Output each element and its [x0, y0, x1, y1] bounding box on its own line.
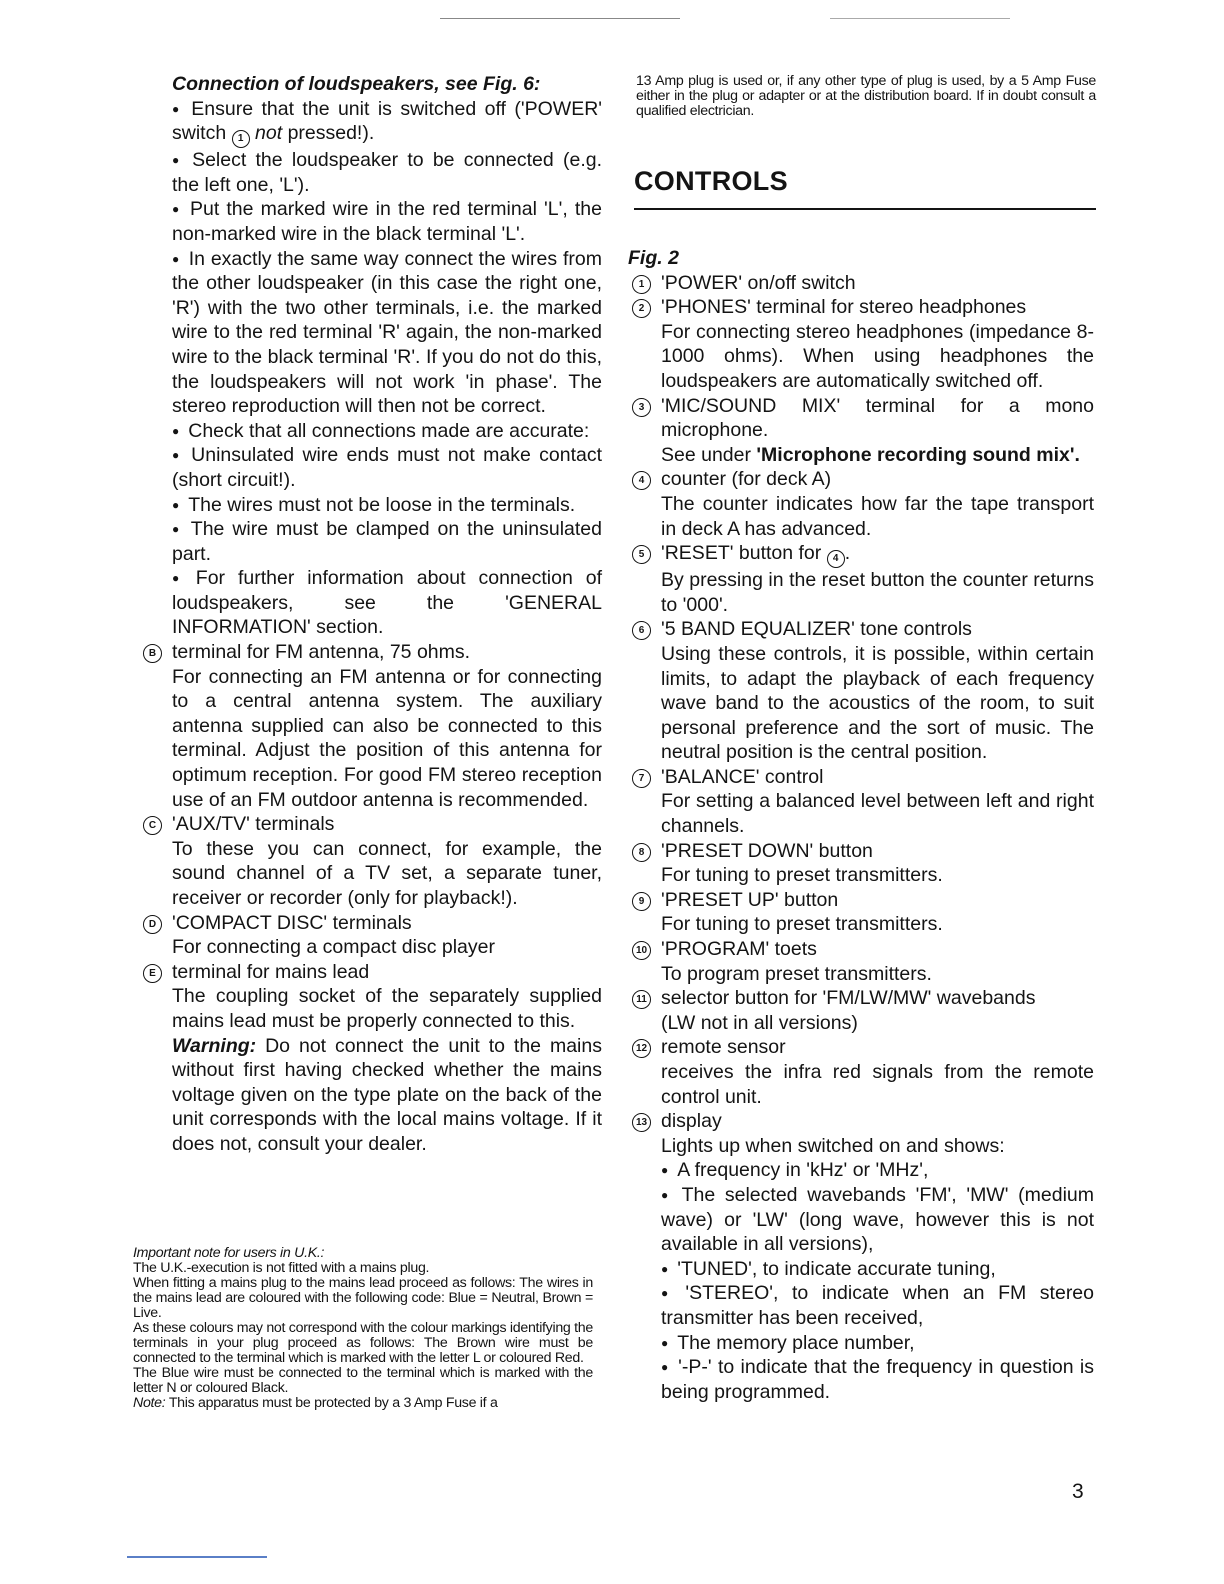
- power-switch-ref: 1: [232, 130, 250, 148]
- item-title: '5 BAND EQUALIZER' tone controls: [661, 618, 972, 641]
- uk-note-line: The Blue wire must be connected to the terminal which is marked with the letter N or coloured Black.: [133, 1365, 593, 1396]
- number-marker: 10: [632, 941, 651, 960]
- bullet-uninsulated: ● Uninsulated wire ends must not make contact (short circuit!).: [172, 443, 602, 492]
- display-bullet: ● 'TUNED', to indicate accurate tuning,: [661, 1257, 1094, 1282]
- control-item-10: [628, 937, 1094, 986]
- item-text: For tuning to preset transmitters.: [661, 913, 943, 936]
- number-marker: 6: [632, 621, 651, 640]
- letter-marker-d: D: [143, 915, 162, 934]
- number-marker: 3: [632, 398, 651, 417]
- display-bullet: ● The memory place number,: [661, 1331, 1094, 1356]
- terminal-item-e: [139, 960, 602, 1157]
- page-number: 3: [1072, 1480, 1084, 1503]
- item-title: remote sensor: [661, 1036, 786, 1059]
- item-title: 'PRESET DOWN' button: [661, 839, 873, 862]
- item-title: 'MIC/SOUND MIX' terminal for a mono microphone.: [661, 394, 1094, 442]
- item-text: Lights up when switched on and shows:: [661, 1134, 1005, 1157]
- item-text: To these you can connect, for example, the sound channel of a TV set, a separate tuner, receiver or recorder (only for playback!).: [172, 837, 602, 909]
- item-text: The counter indicates how far the tape transport in deck A has advanced.: [661, 492, 1094, 540]
- item-title: 'AUX/TV' terminals: [172, 813, 335, 836]
- control-item-4: [628, 467, 1094, 541]
- display-bullet: ● '-P-' to indicate that the frequency in question is being programmed.: [661, 1355, 1094, 1404]
- control-item-6: [628, 617, 1094, 765]
- item-text: For connecting an FM antenna or for connecting to a central antenna system. The auxiliary antenna supplied can also be connected to this terminal. Adjust the position of this antenna for optimum reception. For good FM stereo reception use of an FM outdoor antenna is recommended.: [172, 665, 602, 811]
- item-title: terminal for mains lead: [172, 960, 370, 983]
- item-title: 'COMPACT DISC' terminals: [172, 911, 412, 934]
- scan-artifact-blue-line: [127, 1556, 267, 1558]
- control-item-1: [628, 271, 1094, 296]
- item-text: Using these controls, it is possible, within certain limits, to adapt the playback of each frequency wave band to the acoustics of the room, to suit personal preference and the sort of music. The neutral position is the central position.: [661, 642, 1094, 764]
- number-marker: 4: [632, 471, 651, 490]
- number-marker: 5: [632, 545, 651, 564]
- figure-reference: Fig. 2: [628, 247, 679, 269]
- uk-note-line: When fitting a mains plug to the mains lead proceed as follows: The wires in the mains lead are coloured with the following code: Blue = Neutral, Brown = Live.: [133, 1275, 593, 1321]
- number-marker: 9: [632, 892, 651, 911]
- controls-title: CONTROLS: [634, 166, 788, 196]
- title-rule: [634, 208, 1096, 210]
- uk-note-title: Important note for users in U.K.:: [133, 1245, 325, 1261]
- control-item-7: [628, 765, 1094, 839]
- display-bullet: ● The selected wavebands 'FM', 'MW' (medium wave) or 'LW' (long wave, however this is not available in all versions),: [661, 1183, 1094, 1257]
- uk-note-continuation-text: 13 Amp plug is used or, if any other type of plug is used, by a 5 Amp Fuse either in the plug or adapter or at the distribution board. If in doubt consult a qualified electrician.: [636, 73, 1096, 119]
- item-text: (LW not in all versions): [661, 1011, 858, 1034]
- uk-note: [133, 1246, 593, 1411]
- control-item-3: [628, 394, 1094, 468]
- item-text: For connecting a compact disc player: [172, 936, 495, 959]
- control-item-12: [628, 1035, 1094, 1109]
- terminal-item-c: [139, 812, 602, 910]
- bullet-same-way: ● In exactly the same way connect the wires from the other loudspeaker (in this case the right one, 'R') with the two other terminals, i.e. the marked wire to the red terminal 'R' again, the non-marked wire to the black terminal 'R'. If you do not do this, the loudspeakers will not work 'in phase'. The stereo reproduction will then not be correct.: [172, 247, 602, 419]
- bullet-select-loudspeaker: ● Select the loudspeaker to be connected (e.g. the left one, 'L').: [172, 148, 602, 197]
- control-item-8: [628, 839, 1094, 888]
- item-title: display: [661, 1110, 722, 1133]
- item-text: The coupling socket of the separately supplied mains lead must be properly connected to this.: [172, 985, 602, 1032]
- item-title: 'RESET' button for 4 .: [661, 541, 1094, 568]
- number-marker: 7: [632, 769, 651, 788]
- item-text: By pressing in the reset button the counter returns to '000'.: [661, 569, 1094, 616]
- bullet-switch-off: ● Ensure that the unit is switched off ('POWER' switch 1 not pressed!).: [172, 97, 602, 149]
- terminal-item-b: [139, 640, 602, 812]
- item-title: 'BALANCE' control: [661, 765, 824, 788]
- item-title: 'POWER' on/off switch: [661, 271, 856, 294]
- item-text: For setting a balanced level between left and right channels.: [661, 790, 1094, 838]
- bullet-clamped: ● The wire must be clamped on the uninsulated part.: [172, 517, 602, 566]
- item-text: For tuning to preset transmitters.: [661, 864, 943, 887]
- item-title: 'PHONES' terminal for stereo headphones: [661, 296, 1027, 319]
- item-title: counter (for deck A): [661, 468, 832, 491]
- number-marker: 13: [632, 1113, 651, 1132]
- number-marker: 11: [632, 990, 651, 1009]
- number-marker: 1: [632, 275, 651, 294]
- number-marker: 8: [632, 843, 651, 862]
- item-text: To program preset transmitters.: [661, 962, 932, 985]
- bullet-further-info: ● For further information about connection of loudspeakers, see the 'GENERAL INFORMATION' section.: [172, 566, 602, 640]
- left-column: [148, 72, 603, 1157]
- item-text: receives the infra red signals from the remote control unit.: [661, 1061, 1094, 1108]
- display-bullet: ● 'STEREO', to indicate when an FM stereo transmitter has been received,: [661, 1281, 1094, 1330]
- counter-ref: 4: [827, 550, 845, 568]
- item-text: For connecting stereo headphones (impedance 8-1000 ohms). When using headphones the loudspeakers are automatically switched off.: [661, 320, 1094, 392]
- letter-marker-c: C: [143, 816, 162, 835]
- item-title: 'PROGRAM' toets: [661, 938, 817, 961]
- bullet-marked-wire: ● Put the marked wire in the red terminal 'L', the non-marked wire in the black terminal 'L'.: [172, 197, 602, 246]
- right-column: [628, 246, 1094, 1404]
- item-title: terminal for FM antenna, 75 ohms.: [172, 641, 471, 664]
- uk-note-continuation: [636, 74, 1096, 119]
- uk-note-line: The U.K.-execution is not fitted with a mains plug.: [133, 1260, 430, 1276]
- terminal-item-d: [139, 911, 602, 960]
- uk-note-fuse: Note: This apparatus must be protected by a 3 Amp Fuse if a: [133, 1395, 498, 1411]
- letter-marker-e: E: [143, 964, 162, 983]
- bullet-check: ● Check that all connections made are accurate:: [172, 419, 602, 444]
- control-item-5: [628, 541, 1094, 617]
- loudspeaker-heading: Connection of loudspeakers, see Fig. 6:: [172, 73, 541, 95]
- uk-note-line: As these colours may not correspond with the colour markings identifying the terminals in your plug proceed as follows: The Brown wire must be connected to the terminal which is marked with the letter L or coloured Red.: [133, 1320, 593, 1366]
- number-marker: 12: [632, 1039, 651, 1058]
- number-marker: 2: [632, 299, 651, 318]
- scan-artifact-top-right: [830, 18, 1010, 19]
- warning-paragraph: Warning: Do not connect the unit to the mains without first having checked whether the mains voltage given on the type plate on the back of the unit corresponds with the local mains voltage. If it does not, consult your dealer.: [172, 1034, 602, 1155]
- control-item-9: [628, 888, 1094, 937]
- display-bullet: ● A frequency in 'kHz' or 'MHz',: [661, 1158, 1094, 1183]
- item-title: 'PRESET UP' button: [661, 888, 839, 911]
- control-item-2: [628, 295, 1094, 393]
- item-text: See under 'Microphone recording sound mix'.: [661, 443, 1080, 466]
- control-item-13: [628, 1109, 1094, 1404]
- letter-marker-b: B: [143, 644, 162, 663]
- scan-artifact-top: [440, 18, 680, 19]
- bullet-not-loose: ● The wires must not be loose in the terminals.: [172, 493, 602, 518]
- control-item-11: [628, 986, 1094, 1035]
- item-title: selector button for 'FM/LW/MW' wavebands: [661, 987, 1036, 1010]
